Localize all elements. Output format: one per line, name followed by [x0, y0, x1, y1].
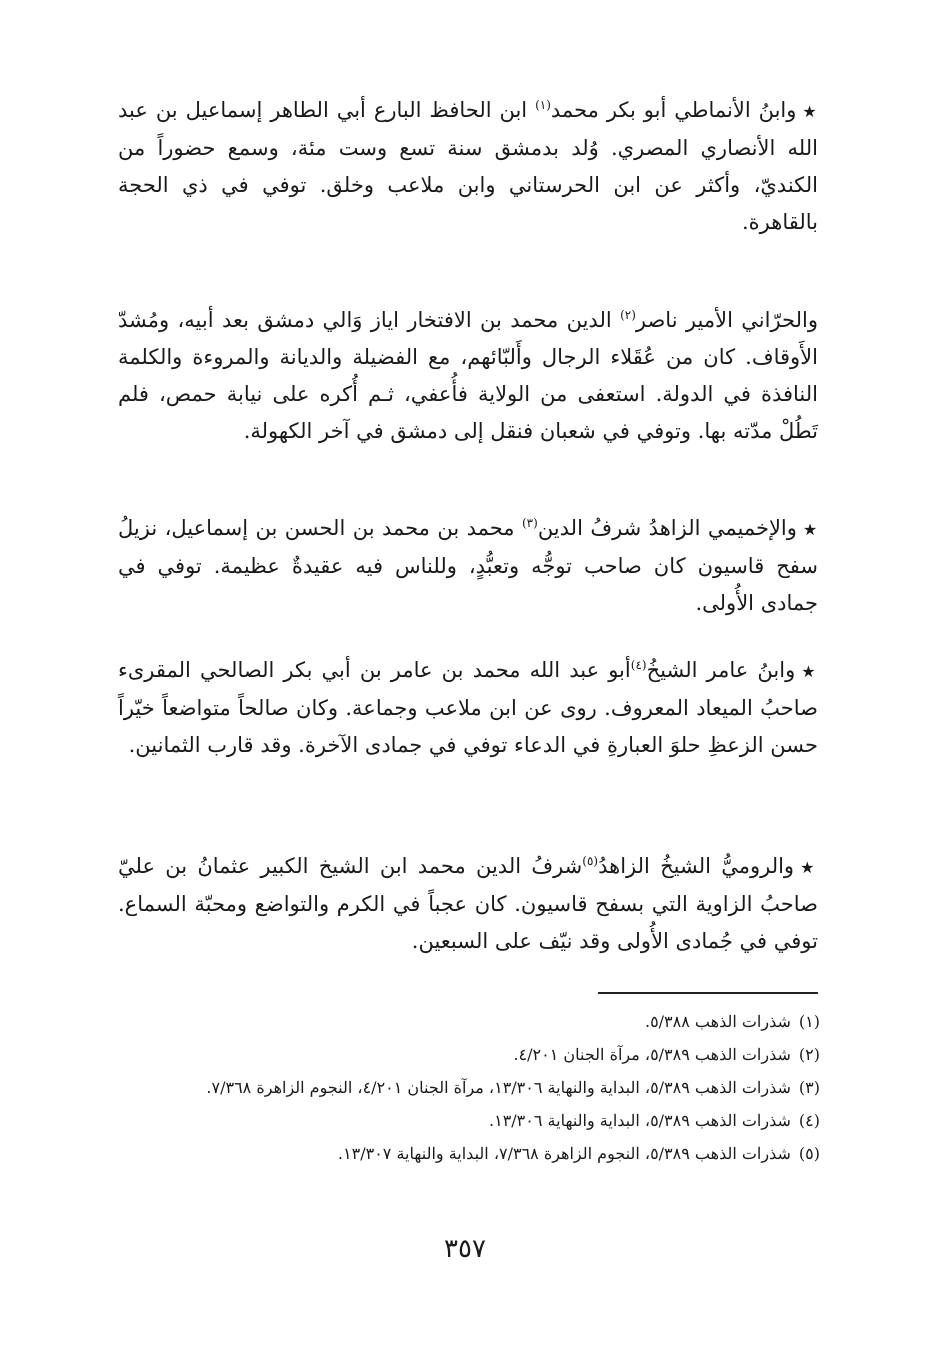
footnote-reference[interactable]: (١)	[535, 98, 551, 112]
star-icon: ★	[802, 102, 818, 121]
biography-entry	[118, 848, 818, 960]
biography-entry	[118, 302, 818, 450]
star-icon: ★	[800, 858, 818, 877]
page-number: ٣٥٧	[444, 1234, 486, 1264]
biography-entry	[118, 510, 818, 622]
footnote-number: (٣)	[798, 1078, 820, 1097]
entry-text: أبو عبد الله محمد بن عامر بن أبي بكر الصالحي المقرىء صاحبُ الميعاد المعروف. روى عن ابن ملاعب وجماعة. وكان صالحاً متواضعاً خيّراً حسن الزعظِ حلوَ العبارةِ في الدعاء توفي في جمادى الآخرة. وقد قارب الثمانين.	[118, 658, 818, 757]
entry-text: والحرّاني الأمير ناصر	[635, 308, 818, 332]
footnote-item	[118, 1071, 820, 1104]
footnote-number: (٤)	[798, 1111, 820, 1130]
footnote-text: شذرات الذهب ٥/٣٨٩، النجوم الزاهرة ٧/٣٦٨، البداية والنهاية ١٣/٣٠٧.	[337, 1144, 791, 1163]
star-icon: ★	[802, 520, 818, 539]
footnote-number: (١)	[798, 1012, 820, 1031]
entry-text: وابنُ الأنماطي أبو بكر محمد	[550, 98, 797, 122]
entry-text: والروميُّ الشيخُ الزاهدُ	[598, 854, 795, 878]
star-icon: ★	[801, 662, 819, 681]
footnote-item	[118, 1104, 820, 1137]
footnote-reference[interactable]: (٣)	[521, 516, 538, 530]
entry-text: وابنُ عامر الشيخُ	[646, 658, 796, 682]
entry-text: الدين محمد بن الافتخار اياز وَالي دمشق بعد أبيه، ومُشدّ الأَوقاف. كان من عُقَلاء الرجال وأَلبّائهم، مع الفضيلة والديانة والمروءة والكلمة النافذة في الدولة. استعفى من الولاية فأُعفي، ثـم أُكره على نيابة حمص، فلم تَطُلْ مدّته بها. وتوفي في شعبان فنقل إلى دمشق في آخر الكهولة.	[118, 308, 818, 443]
footnote-text: شذرات الذهب ٥/٣٨٩، البداية والنهاية ١٣/٣٠٦، مرآة الجنان ٤/٢٠١، النجوم الزاهرة ٧/٣٦٨.	[206, 1078, 791, 1097]
entry-text: شرفُ الدين محمد ابن الشيخ الكبير عثمانُ بن عليّ صاحبُ الزاوية التي بسفح قاسيون. كان عجباً في الكرم والتواضع ومحبّة السماع. توفي في جُمادى الأُولى وقد نيّف على السبعين.	[118, 854, 818, 953]
footnote-text: شذرات الذهب ٥/٣٨٩، مرآة الجنان ٤/٢٠١.	[513, 1045, 791, 1064]
footnote-text: شذرات الذهب ٥/٣٨٨.	[644, 1012, 791, 1031]
entry-text: ابن الحافظ البارع أبي الطاهر إسماعيل بن عبد الله الأنصاري المصري. وُلد بدمشق سنة تسع وست مئة، وسمع حضوراً من الكنديّ، وأكثر عن ابن الحرستاني وابن ملاعب وخلق. توفي في ذي الحجة بالقاهرة.	[118, 98, 818, 234]
footnote-reference[interactable]: (٥)	[582, 854, 599, 868]
entry-text: والإخميمي الزاهدُ شرفُ الدين	[537, 516, 797, 540]
footnote-item	[118, 1005, 820, 1038]
biography-entry	[118, 652, 818, 764]
footnote-text: شذرات الذهب ٥/٣٨٩، البداية والنهاية ١٣/٣٠٦.	[489, 1111, 791, 1130]
footnote-divider	[598, 992, 818, 994]
footnote-number: (٢)	[798, 1045, 820, 1064]
footnote-item	[118, 1038, 820, 1071]
footnote-number: (٥)	[798, 1144, 820, 1163]
biography-entry	[118, 92, 818, 241]
entry-text: محمد بن محمد بن الحسن بن إسماعيل، نزيلُ سفح قاسيون كان صاحب توجُّه وتعبُّدٍ، وللناس فيه عقيدةٌ عظيمة. توفي في جمادى الأُولى.	[118, 516, 818, 615]
footnotes	[118, 1005, 820, 1170]
footnote-item	[118, 1137, 820, 1170]
footnote-reference[interactable]: (٤)	[630, 658, 647, 672]
footnote-reference[interactable]: (٢)	[620, 308, 636, 322]
